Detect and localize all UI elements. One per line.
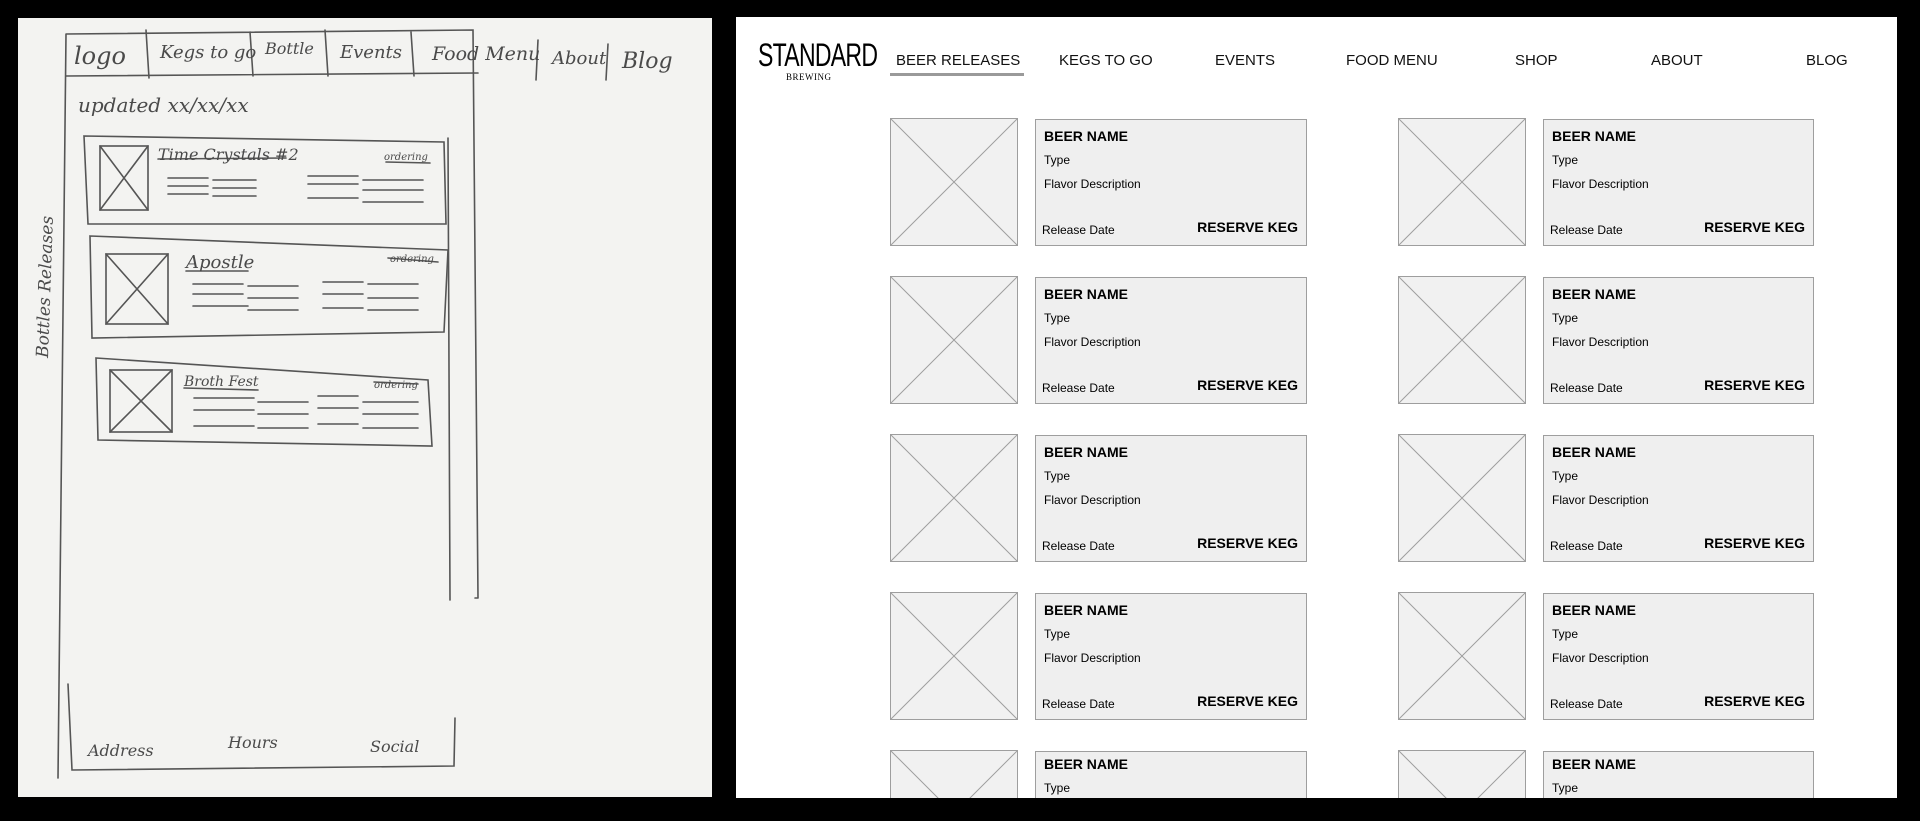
- beer-flavor: Flavor Description: [1552, 493, 1649, 507]
- release-date: Release Date: [1042, 539, 1115, 553]
- beer-type: Type: [1044, 469, 1071, 483]
- beer-name: BEER NAME: [1552, 444, 1637, 460]
- beer-image-placeholder: [890, 434, 1018, 562]
- beer-info-box: [1035, 435, 1307, 562]
- beer-card: [1398, 118, 1863, 246]
- beer-card: [890, 434, 1355, 562]
- beer-image-placeholder: [1398, 276, 1526, 404]
- beer-name: BEER NAME: [1044, 128, 1129, 144]
- beer-flavor: Flavor Description: [1552, 177, 1649, 191]
- beer-name: BEER NAME: [1044, 756, 1129, 772]
- beer-info-box: [1543, 435, 1814, 562]
- beer-type: Type: [1044, 153, 1071, 167]
- sketch-card-2-tag: ordering: [390, 254, 434, 265]
- reserve-keg-button[interactable]: RESERVE KEG: [1704, 693, 1805, 709]
- beer-info-box: [1035, 593, 1307, 720]
- beer-type: Type: [1044, 627, 1071, 641]
- beer-image-placeholder: [890, 592, 1018, 720]
- nav-about[interactable]: ABOUT: [1651, 52, 1703, 69]
- sketch-updated: updated xx/xx/xx: [78, 93, 249, 117]
- sketch-nav-events: Events: [340, 42, 403, 63]
- sketch-card-1-name: Time Crystals #2: [158, 145, 299, 164]
- beer-flavor: Flavor Description: [1044, 335, 1141, 349]
- logo-main-text: STANDARD: [758, 37, 878, 73]
- beer-type: Type: [1044, 781, 1071, 795]
- beer-name: BEER NAME: [1044, 444, 1129, 460]
- beer-info-box: [1035, 277, 1307, 404]
- beer-image-placeholder: [890, 276, 1018, 404]
- beer-image-placeholder: [890, 118, 1018, 246]
- beer-image-placeholder: [890, 750, 1018, 798]
- beer-type: Type: [1552, 311, 1579, 325]
- sketch-nav-food: Food Menu: [432, 43, 541, 65]
- beer-info-box: [1543, 593, 1814, 720]
- sketch-nav-bottle: Bottle: [265, 39, 314, 58]
- beer-info-box: [1543, 119, 1814, 246]
- nav-blog[interactable]: BLOG: [1806, 52, 1848, 69]
- sketch-side-label: Bottles Releases: [33, 215, 58, 359]
- sketch-card-1-tag: ordering: [384, 152, 428, 163]
- sketch-card-3-tag: ordering: [374, 380, 418, 391]
- release-date: Release Date: [1042, 223, 1115, 237]
- release-date: Release Date: [1042, 697, 1115, 711]
- nav-kegs-to-go[interactable]: KEGS TO GO: [1059, 52, 1153, 69]
- beer-image-placeholder: [1398, 750, 1526, 798]
- beer-flavor: Flavor Description: [1044, 177, 1141, 191]
- beer-card: [890, 592, 1355, 720]
- reserve-keg-button[interactable]: RESERVE KEG: [1704, 377, 1805, 393]
- release-date: Release Date: [1042, 381, 1115, 395]
- nav-shop[interactable]: SHOP: [1515, 52, 1558, 69]
- sketch-nav-logo: logo: [74, 42, 126, 70]
- beer-name: BEER NAME: [1044, 286, 1129, 302]
- beer-card: [890, 750, 1355, 798]
- beer-info-box: [1035, 751, 1307, 798]
- reserve-keg-button[interactable]: RESERVE KEG: [1197, 377, 1298, 393]
- sketch-footer-hours: Hours: [228, 733, 278, 752]
- beer-info-box: [1543, 277, 1814, 404]
- reserve-keg-button[interactable]: RESERVE KEG: [1197, 535, 1298, 551]
- sketch-nav-blog: Blog: [622, 49, 673, 74]
- beer-name: BEER NAME: [1552, 128, 1637, 144]
- reserve-keg-button[interactable]: RESERVE KEG: [1704, 219, 1805, 235]
- beer-card: [1398, 276, 1863, 404]
- sketch-card-2-name: Apostle: [186, 252, 255, 273]
- beer-info-box: [1543, 751, 1814, 798]
- beer-info-box: [1035, 119, 1307, 246]
- wireframe-panel: [736, 17, 1897, 798]
- beer-card: [890, 276, 1355, 404]
- beer-card: [1398, 750, 1863, 798]
- beer-type: Type: [1552, 153, 1579, 167]
- beer-name: BEER NAME: [1552, 602, 1637, 618]
- beer-type: Type: [1044, 311, 1071, 325]
- beer-card: [1398, 434, 1863, 562]
- beer-flavor: Flavor Description: [1044, 651, 1141, 665]
- beer-flavor: Flavor Description: [1552, 651, 1649, 665]
- logo-sub-text: BREWING: [786, 72, 832, 82]
- reserve-keg-button[interactable]: RESERVE KEG: [1197, 693, 1298, 709]
- beer-card: [890, 118, 1355, 246]
- release-date: Release Date: [1550, 381, 1623, 395]
- beer-image-placeholder: [1398, 592, 1526, 720]
- sketch-footer-social: Social: [370, 737, 420, 756]
- release-date: Release Date: [1550, 223, 1623, 237]
- beer-flavor: Flavor Description: [1044, 493, 1141, 507]
- beer-image-placeholder: [1398, 434, 1526, 562]
- release-date: Release Date: [1550, 697, 1623, 711]
- beer-name: BEER NAME: [1552, 756, 1637, 772]
- nav-beer-releases[interactable]: BEER RELEASES: [890, 52, 1024, 76]
- beer-card: [1398, 592, 1863, 720]
- sketch-drawing: [18, 18, 712, 797]
- beer-image-placeholder: [1398, 118, 1526, 246]
- beer-flavor: Flavor Description: [1552, 335, 1649, 349]
- reserve-keg-button[interactable]: RESERVE KEG: [1197, 219, 1298, 235]
- sketch-card-3-name: Broth Fest: [184, 374, 259, 390]
- beer-type: Type: [1552, 627, 1579, 641]
- nav-food-menu[interactable]: FOOD MENU: [1346, 52, 1438, 69]
- sketch-footer-address: Address: [88, 741, 154, 760]
- release-date: Release Date: [1550, 539, 1623, 553]
- beer-type: Type: [1552, 469, 1579, 483]
- nav-events[interactable]: EVENTS: [1215, 52, 1276, 69]
- reserve-keg-button[interactable]: RESERVE KEG: [1704, 535, 1805, 551]
- sketch-nav-kegs: Kegs to go: [160, 42, 257, 63]
- sketch-nav-about: About: [552, 48, 607, 69]
- beer-type: Type: [1552, 781, 1579, 795]
- beer-name: BEER NAME: [1044, 602, 1129, 618]
- sketch-panel: [18, 18, 712, 797]
- main-nav: [736, 52, 1897, 82]
- beer-name: BEER NAME: [1552, 286, 1637, 302]
